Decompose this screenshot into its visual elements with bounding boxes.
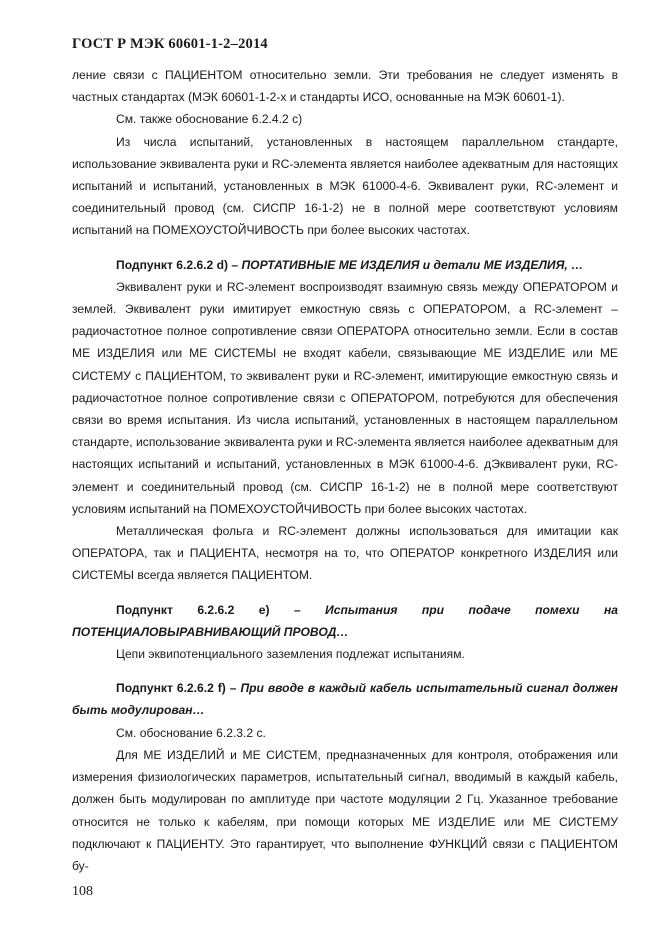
subclause-title: ПОРТАТИВНЫЕ МЕ ИЗДЕЛИЯ и детали МЕ ИЗДЕЛИЯ, … bbox=[241, 257, 584, 272]
subclause-title: Испытания при подаче помехи на ПОТЕНЦИАЛОВЫРАВНИВАЮЩИЙ ПРОВОД… bbox=[72, 602, 619, 639]
document-body bbox=[72, 64, 618, 877]
subclause-heading-d bbox=[72, 254, 618, 276]
body-paragraph: Эквивалент руки и RC-элемент воспроизводят взаимную связь между ОПЕРАТОРОМ и землей. Эквивалент руки имитирует емкостную связь с ОПЕРАТОРОМ, а RC-элемент – радиочастотное полное сопротивление связи ОПЕРАТОРА относительно земли. Если в состав МЕ ИЗДЕЛИЯ или МЕ СИСТЕМЫ не входят кабели, связывающие МЕ ИЗДЕЛИЕ или МЕ СИСТЕМУ с ПАЦИЕНТОМ, то эквивалент руки и RC-элемент, имитирующие емкостную связь и радиочастотное полное сопротивление связи с ОПЕРАТОРОМ, потребуются для обеспечения связи во время испытания. Из числа испытаний, установленных в настоящем параллельном стандарте, использование эквивалента руки и RC-элемента является наиболее адекватным для настоящих испытаний и испытаний, установленных в МЭК 61000-4-6. дЭквивалент руки, RC-элемент и соединительный провод (см. СИСПР 16-1-2) не в полной мере соответствуют условиям испытаний на ПОМЕХОУСТОЙЧИВОСТЬ при более высоких частотах. bbox=[72, 279, 618, 516]
subclause-title: При вводе в каждый кабель испытательный сигнал должен быть модулирован… bbox=[72, 681, 618, 718]
body-paragraph: Цепи эквипотенциального заземления подлежат испытаниям. bbox=[116, 647, 465, 662]
subclause-heading-e bbox=[72, 599, 618, 643]
body-paragraph: Металлическая фольга и RC-элемент должны использоваться для имитации как ОПЕРАТОРА, так и ПАЦИЕНТА, несмотря на то, что ОПЕРАТОР конкретного ИЗДЕЛИЯ или СИСТЕМЫ всегда является ПАЦИЕНТОМ. bbox=[72, 524, 618, 583]
page-number: 108 bbox=[72, 884, 93, 899]
body-paragraph: Из числа испытаний, установленных в настоящем параллельном стандарте, использование эквивалента руки и RC-элемента является наиболее адекватным для настоящих испытаний и испытаний, установленных в МЭК 61000-4-6. Эквивалент руки, RC-элемент и соединительный провод (см. СИСПР 16-1-2) не в полной мере соответствуют условиям испытаний на ПОМЕХОУСТОЙЧИВОСТЬ при более высоких частотах. bbox=[72, 134, 618, 238]
cross-reference: См. также обоснование 6.2.4.2 с) bbox=[116, 112, 303, 127]
body-paragraph: Для МЕ ИЗДЕЛИЙ и МЕ СИСТЕМ, предназначенных для контроля, отображения или измерения физиологических параметров, испытательный сигнал, вводимый в каждый кабель, должен быть модулирован по амплитуде при частоте модуляции 2 Гц. Указанное требование относится не только к кабелям, при помощи которых МЕ ИЗДЕЛИЕ или МЕ СИСТЕМУ подключают к ПАЦИЕНТУ. Это гарантирует, что выполнение ФУНКЦИЙ связи с ПАЦИЕНТОМ бу- bbox=[72, 747, 618, 873]
subclause-number: Подпункт 6.2.6.2 е) – bbox=[116, 602, 326, 617]
subclause-number: Подпункт 6.2.6.2 f) – bbox=[116, 681, 241, 696]
body-paragraph: ление связи с ПАЦИЕНТОМ относительно земли. Эти требования не следует изменять в частных стандартах (МЭК 60601-1-2-х и стандарты ИСО, основанные на МЭК 60601-1). bbox=[72, 68, 618, 105]
cross-reference: См. обоснование 6.2.3.2 с. bbox=[116, 725, 266, 740]
subclause-heading-f bbox=[72, 677, 618, 721]
page-header: ГОСТ Р МЭК 60601-1-2–2014 bbox=[72, 36, 268, 52]
subclause-number: Подпункт 6.2.6.2 d) – bbox=[116, 257, 242, 272]
